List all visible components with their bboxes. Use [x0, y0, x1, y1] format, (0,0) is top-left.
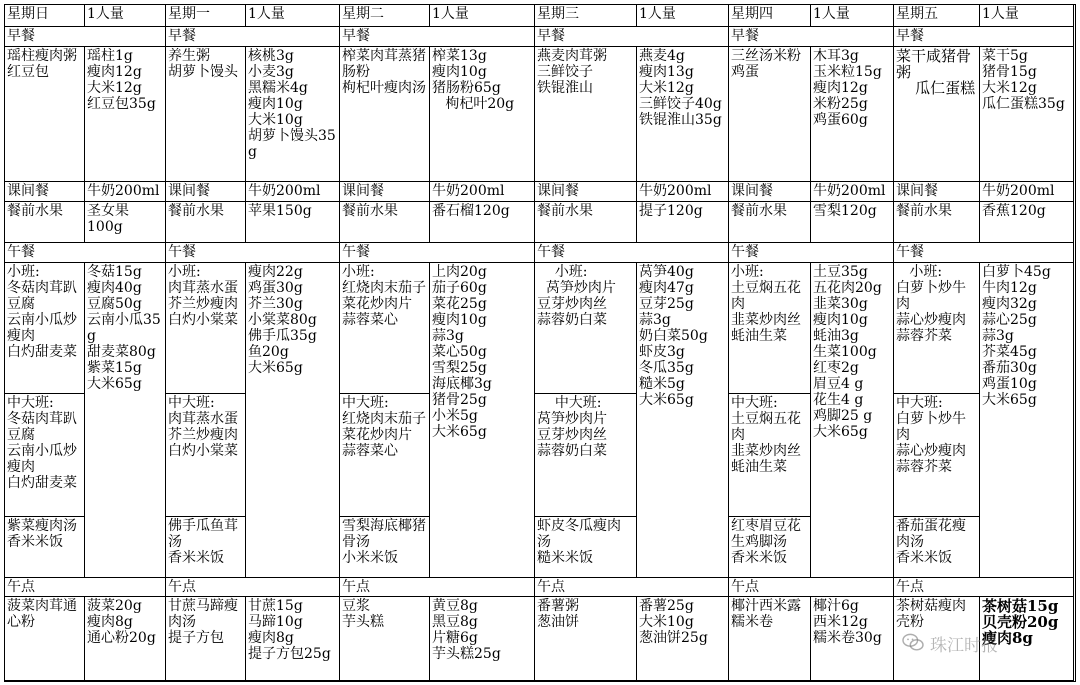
- snack-label: 课间餐: [893, 181, 980, 202]
- fruit-label: 餐前水果: [165, 201, 246, 243]
- lunch-label: 午餐: [339, 242, 535, 263]
- fruit-label: 餐前水果: [4, 201, 85, 243]
- lunch-soup: 红枣眉豆花生鸡脚汤 香米米饭: [728, 516, 811, 578]
- lunch-mid-class: 中大班: 莴笋炒肉片 豆芽炒肉丝 蒜蓉奶白菜: [534, 393, 637, 517]
- lunch-qty: 莴笋40g 瘦肉47g 豆芽25g 蒜3g 奶白菜50g 虾皮3g 冬瓜35g 糙米5g 大米65g: [636, 262, 729, 578]
- breakfast-label: 早餐: [165, 26, 340, 47]
- tea-dish: 番薯粥 葱油饼: [534, 596, 637, 681]
- qty-header: 1人量: [245, 4, 340, 27]
- qty-header: 1人量: [636, 4, 729, 27]
- breakfast-dish: 榨菜肉茸蒸猪肠粉 枸杞叶瘦肉汤: [339, 46, 430, 182]
- qty-header: 1人量: [84, 4, 166, 27]
- tea-qty: 甘蔗15g 马蹄10g 瘦肉8g 提子方包25g: [245, 596, 340, 681]
- fruit-label: 餐前水果: [534, 201, 637, 243]
- lunch-small-class: 小班: 土豆焖五花肉 韭菜炒肉丝 蚝油生菜: [728, 262, 811, 394]
- lunch-mid-class: 中大班: 白萝卜炒牛肉 蒜心炒瘦肉 蒜蓉芥菜: [893, 393, 980, 517]
- day-header: 星期三: [534, 4, 637, 27]
- snack-qty: 牛奶200ml: [84, 181, 166, 202]
- breakfast-label: 早餐: [339, 26, 535, 47]
- breakfast-label: 早餐: [4, 26, 166, 47]
- lunch-small-class: 小班: 肉茸蒸水蛋 芥兰炒瘦肉 白灼小棠菜: [165, 262, 246, 394]
- qty-header: 1人量: [810, 4, 894, 27]
- day-header: 星期一: [165, 4, 246, 27]
- tea-label: 午点: [728, 577, 894, 597]
- breakfast-qty: 榨菜13g 瘦肉10g 猪肠粉65g 枸杞叶20g: [429, 46, 535, 182]
- lunch-small-class: 小班: 白萝卜炒牛肉 蒜心炒瘦肉 蒜蓉芥菜: [893, 262, 980, 394]
- weekly-menu-table: [4, 4, 1076, 682]
- lunch-small-class: 小班: 莴笋炒肉片 豆芽炒肉丝 蒜蓉奶白菜: [534, 262, 637, 394]
- breakfast-label: 早餐: [893, 26, 1074, 47]
- tea-label: 午点: [4, 577, 166, 597]
- lunch-mid-class: 中大班: 红烧肉末茄子 菜花炒肉片 蒜蓉菜心: [339, 393, 430, 517]
- day-header: 星期四: [728, 4, 811, 27]
- snack-qty: 牛奶200ml: [636, 181, 729, 202]
- lunch-label: 午餐: [4, 242, 166, 263]
- day-header: 星期日: [4, 4, 85, 27]
- day-header: 星期二: [339, 4, 430, 27]
- tea-qty: 椰汁6g 西米12g 糯米卷30g: [810, 596, 894, 681]
- tea-label: 午点: [534, 577, 729, 597]
- tea-qty: 番薯25g 大米10g 葱油饼25g: [636, 596, 729, 681]
- lunch-label: 午餐: [165, 242, 340, 263]
- fruit-qty: 圣女果 100g: [84, 201, 166, 243]
- lunch-label: 午餐: [893, 242, 1074, 263]
- lunch-soup: 虾皮冬瓜瘦肉汤 糙米米饭: [534, 516, 637, 578]
- tea-qty: 茶树菇15g 贝壳粉20g 瘦肉8g: [979, 596, 1074, 681]
- breakfast-label: 早餐: [534, 26, 729, 47]
- breakfast-label: 早餐: [728, 26, 894, 47]
- qty-header: 1人量: [979, 4, 1074, 27]
- lunch-mid-class: 中大班: 冬菇肉茸趴豆腐 云南小瓜炒瘦肉 白灼甜麦菜: [4, 393, 85, 517]
- lunch-qty: 土豆35g 五花肉20g 韭菜30g 瘦肉10g 蚝油3g 生菜100g 红枣2g 眉豆4 g 花生4 g 鸡脚25 g 大米65g: [810, 262, 894, 578]
- tea-qty: 菠菜20g 瘦肉8g 通心粉20g: [84, 596, 166, 681]
- fruit-qty: 雪梨120g: [810, 201, 894, 243]
- lunch-qty: 白萝卜45g 牛肉12g 瘦肉32g 蒜心25g 蒜3g 芥菜45g 番茄30g 鸡蛋10g 大米65g: [979, 262, 1074, 578]
- snack-qty: 牛奶200ml: [810, 181, 894, 202]
- lunch-small-class: 小班: 冬菇肉茸趴豆腐 云南小瓜炒瘦肉 白灼甜麦菜: [4, 262, 85, 394]
- lunch-mid-class: 中大班: 土豆焖五花肉 韭菜炒肉丝 蚝油生菜: [728, 393, 811, 517]
- tea-label: 午点: [893, 577, 1074, 597]
- lunch-soup: 雪梨海底椰猪骨汤 小米米饭: [339, 516, 430, 578]
- day-header: 星期五: [893, 4, 980, 27]
- tea-label: 午点: [339, 577, 535, 597]
- snack-label: 课间餐: [165, 181, 246, 202]
- tea-dish: 豆浆 芋头糕: [339, 596, 430, 681]
- tea-label: 午点: [165, 577, 340, 597]
- snack-label: 课间餐: [728, 181, 811, 202]
- lunch-small-class: 小班: 红烧肉末茄子 菜花炒肉片 蒜蓉菜心: [339, 262, 430, 394]
- tea-dish: 菠菜肉茸通心粉: [4, 596, 85, 681]
- lunch-qty: 瘦肉22g 鸡蛋30g 芥兰30g 小棠菜80g 佛手瓜35g 鱼20g 大米65g: [245, 262, 340, 578]
- fruit-qty: 香蕉120g: [979, 201, 1074, 243]
- lunch-label: 午餐: [728, 242, 894, 263]
- tea-dish: 茶树菇瘦肉壳粉: [893, 596, 980, 681]
- lunch-soup: 番茄蛋花瘦肉汤 香米米饭: [893, 516, 980, 578]
- tea-qty: 黄豆8g 黑豆8g 片糖6g 芋头糕25g: [429, 596, 535, 681]
- lunch-label: 午餐: [534, 242, 729, 263]
- fruit-qty: 番石榴120g: [429, 201, 535, 243]
- fruit-label: 餐前水果: [893, 201, 980, 243]
- fruit-label: 餐前水果: [728, 201, 811, 243]
- lunch-soup: 紫菜瘦肉汤 香米米饭: [4, 516, 85, 578]
- qty-header: 1人量: [429, 4, 535, 27]
- lunch-mid-class: 中大班: 肉茸蒸水蛋 芥兰炒瘦肉 白灼小棠菜: [165, 393, 246, 517]
- snack-label: 课间餐: [4, 181, 85, 202]
- breakfast-qty: 菜干5g 猪骨15g 大米12g 瓜仁蛋糕35g: [979, 46, 1074, 182]
- snack-label: 课间餐: [534, 181, 637, 202]
- breakfast-dish: 菜干咸猪骨粥 瓜仁蛋糕: [893, 46, 980, 182]
- fruit-label: 餐前水果: [339, 201, 430, 243]
- lunch-qty: 上肉20g 茄子60g 菜花25g 瘦肉10g 蒜3g 菜心50g 雪梨25g 海底椰3g 猪骨25g 小米5g 大米65g: [429, 262, 535, 578]
- tea-dish: 椰汁西米露 糯米卷: [728, 596, 811, 681]
- lunch-qty: 冬菇15g 瘦肉40g 豆腐50g 云南小瓜35g 甜麦菜80g 紫菜15g 大米65g: [84, 262, 166, 578]
- breakfast-dish: 三丝汤米粉 鸡蛋: [728, 46, 811, 182]
- breakfast-dish: 燕麦肉茸粥 三鲜饺子 铁锟淮山: [534, 46, 637, 182]
- snack-qty: 牛奶200ml: [245, 181, 340, 202]
- breakfast-qty: 瑶柱1g 瘦肉12g 大米12g 红豆包35g: [84, 46, 166, 182]
- breakfast-dish: 养生粥 胡萝卜馒头: [165, 46, 246, 182]
- breakfast-dish: 瑶柱瘦肉粥 红豆包: [4, 46, 85, 182]
- lunch-soup: 佛手瓜鱼茸汤 香米米饭: [165, 516, 246, 578]
- fruit-qty: 提子120g: [636, 201, 729, 243]
- breakfast-qty: 木耳3g 玉米粒15g 瘦肉12g 米粉25g 鸡蛋60g: [810, 46, 894, 182]
- breakfast-qty: 燕麦4g 瘦肉13g 大米12g 三鲜饺子40g 铁锟淮山35g: [636, 46, 729, 182]
- breakfast-qty: 核桃3g 小麦3g 黑糯米4g 瘦肉10g 大米10g 胡萝卜馒头35g: [245, 46, 340, 182]
- snack-qty: 牛奶200ml: [979, 181, 1074, 202]
- tea-dish: 甘蔗马蹄瘦肉汤 提子方包: [165, 596, 246, 681]
- snack-label: 课间餐: [339, 181, 430, 202]
- fruit-qty: 苹果150g: [245, 201, 340, 243]
- watermark-text: 珠江时报: [930, 635, 998, 656]
- snack-qty: 牛奶200ml: [429, 181, 535, 202]
